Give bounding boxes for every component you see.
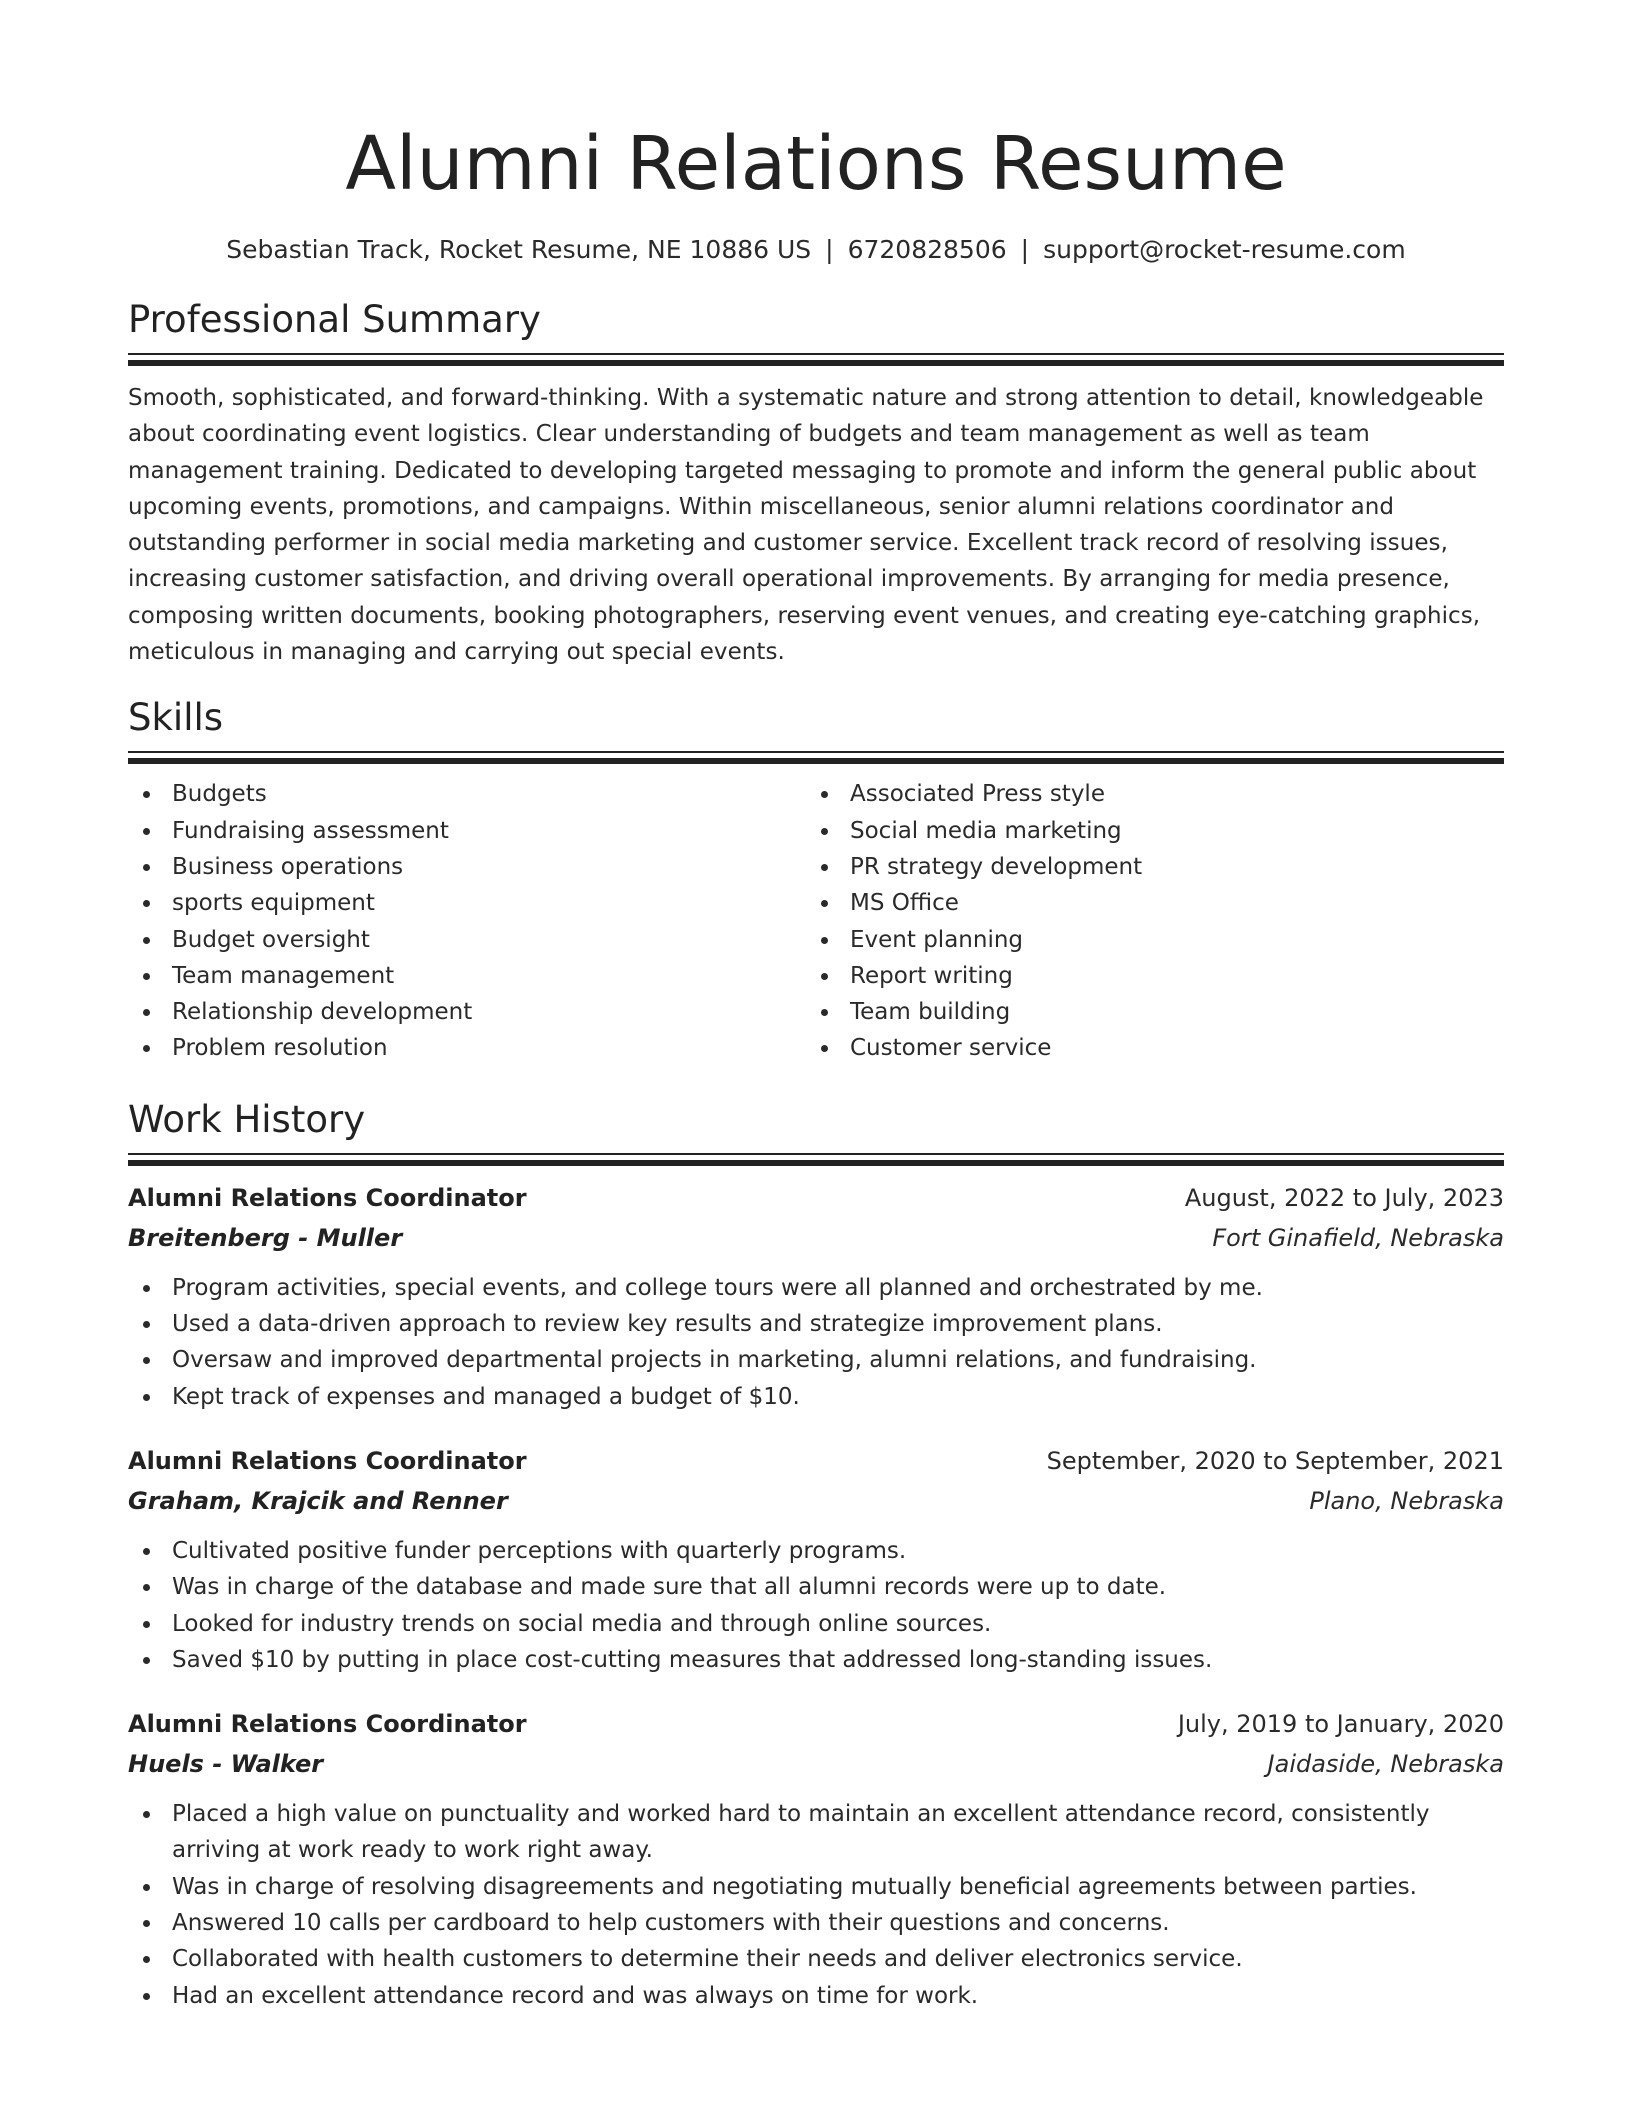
- summary-text: Smooth, sophisticated, and forward-thinking. With a systematic nature and strong attention to detail, knowledgeable about coordinating event logistics. Clear understanding of budgets and team management as well as team management training. Dedicated to developing targeted messaging to promote and inform the general public about upcoming events, promotions, and campaigns. Within miscellaneous, senior alumni relations coordinator and outstanding performer in social media marketing and customer service. Excellent track record of resolving issues, increasing customer satisfaction, and driving overall operational improvements. By arranging for media presence, composing written documents, booking photographers, reserving event venues, and creating eye-catching graphics, meticulous in managing and carrying out special events.: [128, 385, 1484, 666]
- summary-section: [128, 295, 1504, 670]
- job-subheader: [128, 1481, 1504, 1521]
- job-subheader: [128, 1744, 1504, 1784]
- resume-title: Alumni Relations Resume: [345, 121, 1287, 207]
- job-bullet: Looked for industry trends on social media and through online sources.: [128, 1606, 1504, 1642]
- job-entry: [128, 1178, 1504, 1415]
- work-history-heading: Work History: [128, 1097, 366, 1141]
- contact-email[interactable]: support@rocket-resume.com: [1043, 235, 1406, 264]
- job-title: Alumni Relations Coordinator: [128, 1446, 527, 1475]
- skill-item: Fundraising assessment: [128, 813, 806, 849]
- section-divider: [128, 1153, 1504, 1155]
- skills-section: [128, 693, 1504, 1066]
- skill-item: PR strategy development: [806, 849, 1484, 885]
- job-dates: September, 2020 to September, 2021: [1046, 1446, 1504, 1475]
- job-company: Graham, Krajcik and Renner: [128, 1486, 508, 1515]
- section-divider: [128, 751, 1504, 753]
- skill-item: Budgets: [128, 776, 806, 812]
- job-bullet: Collaborated with health customers to determine their needs and deliver electronics service.: [128, 1941, 1504, 1977]
- job-bullets: [128, 1270, 1504, 1415]
- skill-item: Relationship development: [128, 994, 806, 1030]
- job-header: [128, 1178, 1504, 1218]
- contact-address: Sebastian Track, Rocket Resume, NE 10886 US: [226, 235, 812, 264]
- skill-item: Problem resolution: [128, 1030, 806, 1066]
- section-divider-thick: [128, 1160, 1504, 1166]
- job-entry: [128, 1704, 1504, 2014]
- job-bullets: [128, 1796, 1504, 2014]
- job-dates: August, 2022 to July, 2023: [1184, 1183, 1504, 1212]
- job-location: Jaidaside, Nebraska: [1267, 1750, 1504, 1779]
- contact-line: [128, 232, 1504, 268]
- summary-heading: Professional Summary: [128, 298, 541, 341]
- job-header: [128, 1441, 1504, 1481]
- job-bullet: Cultivated positive funder perceptions with quarterly programs.: [128, 1533, 1504, 1569]
- job-bullet: Program activities, special events, and college tours were all planned and orchestrated by me.: [128, 1270, 1504, 1306]
- job-title: Alumni Relations Coordinator: [128, 1710, 527, 1739]
- job-bullet: Saved $10 by putting in place cost-cutting measures that addressed long-standing issues.: [128, 1642, 1504, 1678]
- section-divider: [128, 353, 1504, 355]
- job-bullet: Placed a high value on punctuality and worked hard to maintain an excellent attendance record, consistently arriving at work ready to work right away.: [128, 1796, 1504, 1869]
- job-bullet: Answered 10 calls per cardboard to help customers with their questions and concerns.: [128, 1905, 1504, 1941]
- job-bullet: Was in charge of the database and made sure that all alumni records were up to date.: [128, 1569, 1504, 1605]
- contact-phone: 6720828506: [847, 235, 1007, 264]
- skills-columns: [128, 776, 1504, 1066]
- skill-item: Team building: [806, 994, 1484, 1030]
- section-divider-thick: [128, 758, 1504, 764]
- job-company: Huels - Walker: [128, 1750, 324, 1779]
- skill-item: sports equipment: [128, 885, 806, 921]
- work-history-section: [128, 1095, 1504, 2014]
- skill-item: Event planning: [806, 922, 1484, 958]
- skill-item: Team management: [128, 958, 806, 994]
- job-bullet: Used a data-driven approach to review key results and strategize improvement plans.: [128, 1306, 1504, 1342]
- resume-page: [128, 0, 1504, 2014]
- contact-separator: |: [825, 235, 834, 264]
- skill-item: Associated Press style: [806, 776, 1484, 812]
- job-bullet: Had an excellent attendance record and was always on time for work.: [128, 1978, 1504, 2014]
- job-bullet: Was in charge of resolving disagreements and negotiating mutually beneficial agreements between parties.: [128, 1869, 1504, 1905]
- job-entry: [128, 1441, 1504, 1678]
- section-divider-thick: [128, 360, 1504, 366]
- contact-separator: |: [1020, 235, 1030, 264]
- job-subheader: [128, 1218, 1504, 1258]
- skills-heading: Skills: [128, 696, 224, 740]
- job-title: Alumni Relations Coordinator: [128, 1183, 527, 1212]
- job-location: Plano, Nebraska: [1309, 1486, 1504, 1515]
- skills-list-right: [806, 776, 1484, 1066]
- job-location: Fort Ginafield, Nebraska: [1212, 1223, 1504, 1252]
- skill-item: MS Office: [806, 885, 1484, 921]
- job-bullets: [128, 1533, 1504, 1678]
- skills-list-left: [128, 776, 806, 1066]
- skill-item: Business operations: [128, 849, 806, 885]
- skill-item: Social media marketing: [806, 813, 1484, 849]
- job-bullet: Oversaw and improved departmental projects in marketing, alumni relations, and fundraising.: [128, 1342, 1504, 1378]
- skill-item: Report writing: [806, 958, 1484, 994]
- skill-item: Budget oversight: [128, 922, 806, 958]
- job-bullet: Kept track of expenses and managed a budget of $10.: [128, 1379, 1504, 1415]
- job-company: Breitenberg - Muller: [128, 1223, 403, 1252]
- skill-item: Customer service: [806, 1030, 1484, 1066]
- job-header: [128, 1704, 1504, 1744]
- job-dates: July, 2019 to January, 2020: [1177, 1710, 1504, 1739]
